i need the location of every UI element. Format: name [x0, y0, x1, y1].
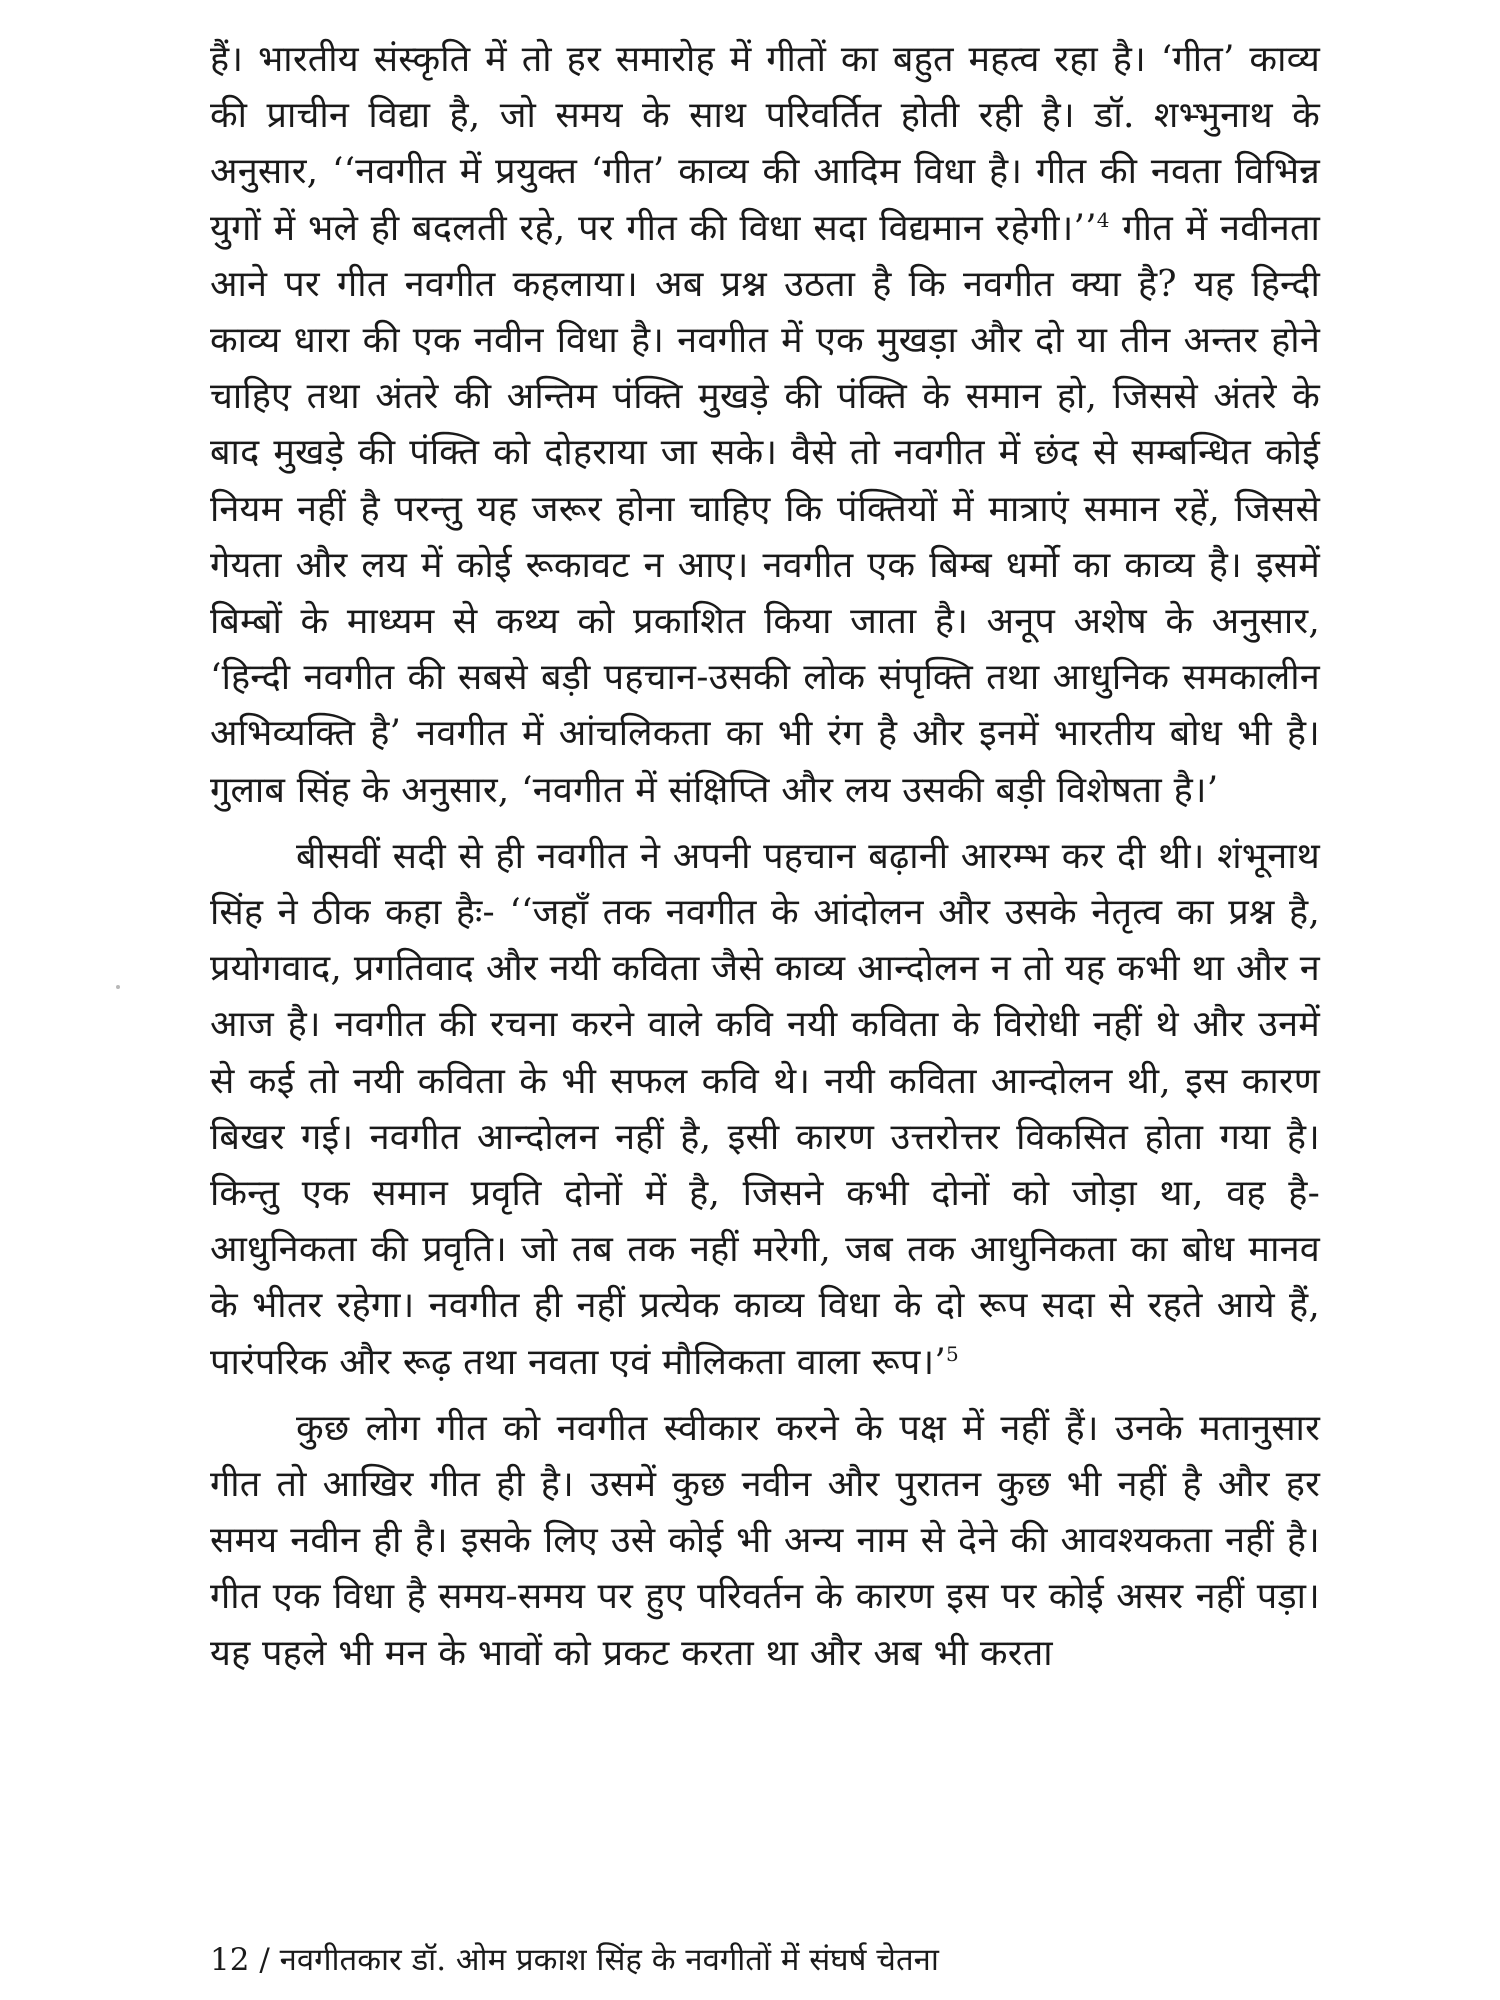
page-footer: [210, 1940, 939, 1980]
document-page: [210, 32, 1320, 1682]
paragraph-3-text: कुछ लोग गीत को नवगीत स्वीकार करने के पक्ष में नहीं हैं। उनके मतानुसार गीत तो आखिर गीत ही है। उसमें कुछ नवीन और पुरातन कुछ भी नहीं है और हर समय नवीन ही है। इसके लिए उसे कोई भी अन्य नाम से देने की आवश्यकता नहीं है। गीत एक विधा है समय-समय पर हुए परिवर्तन के कारण इस पर कोई असर नहीं पड़ा। यह पहले भी मन के भावों को प्रकट करता था और अब भी करता: [210, 1407, 1320, 1674]
paragraph-2-text: बीसवीं सदी से ही नवगीत ने अपनी पहचान बढ़ानी आरम्भ कर दी थी। शंभूनाथ सिंह ने ठीक कहा हैः- ‘‘जहाँ तक नवगीत के आंदोलन और उसके नेतृत्व का प्रश्न है, प्रयोगवाद, प्रगतिवाद और नयी कविता जैसे काव्य आन्दोलन न तो यह कभी था और न आज है। नवगीत की रचना करने वाले कवि नयी कविता के विरोधी नहीं थे और उनमें से कई तो नयी कविता के भी सफल कवि थे। नयी कविता आन्दोलन थी, इस कारण बिखर गई। नवगीत आन्दोलन नहीं है, इसी कारण उत्तरोत्तर विकसित होता गया है। किन्तु एक समान प्रवृति दोनों में है, जिसने कभी दोनों को जोड़ा था, वह है- आधुनिकता की प्रवृति। जो तब तक नहीं मरेगी, जब तक आधुनिकता का बोध मानव के भीतर रहेगा। नवगीत ही नहीं प्रत्येक काव्य विधा के दो रूप सदा से रहते आये हैं, पारंपरिक और रूढ़ तथा नवता एवं मौलिकता वाला रूप।’: [210, 835, 1320, 1383]
paragraph-1-text-continued: गीत में नवीनता आने पर गीत नवगीत कहलाया। अब प्रश्न उठता है कि नवगीत क्या है? यह हिन्दी काव्य धारा की एक नवीन विधा है। नवगीत में एक मुखड़ा और दो या तीन अन्तर होने चाहिए तथा अंतरे की अन्तिम पंक्ति मुखड़े की पंक्ति के समान हो, जिससे अंतरे के बाद मुखड़े की पंक्ति को दोहराया जा सके। वैसे तो नवगीत में छंद से सम्बन्धित कोई नियम नहीं है परन्तु यह जरूर होना चाहिए कि पंक्तियों में मात्राएं समान रहें, जिससे गेयता और लय में कोई रूकावट न आए। नवगीत एक बिम्ब धर्मो का काव्य है। इसमें बिम्बों के माध्यम से कथ्य को प्रकाशित किया जाता है। अनूप अशेष के अनुसार, ‘हिन्दी नवगीत की सबसे बड़ी पहचान-उसकी लोक संपृक्ति तथा आधुनिक समकालीन अभिव्यक्ति है’ नवगीत में आंचलिकता का भी रंग है और इनमें भारतीय बोध भी है। गुलाब सिंह के अनुसार, ‘नवगीत में संक्षिप्ति और लय उसकी बड़ी विशेषता है।’: [210, 207, 1320, 811]
paragraph-1: [210, 32, 1320, 819]
book-title: नवगीतकार डॉ. ओम प्रकाश सिंह के नवगीतों में संघर्ष चेतना: [279, 1942, 939, 1978]
footnote-marker-5: 5: [946, 1341, 959, 1366]
page-number: 12: [210, 1942, 250, 1978]
paragraph-3: [210, 1401, 1320, 1682]
footnote-marker-4: 4: [1096, 207, 1110, 232]
paragraph-1-text: हैं। भारतीय संस्कृति में तो हर समारोह में गीतों का बहुत महत्व रहा है। ‘गीत’ काव्य की प्राचीन विद्या है, जो समय के साथ परिवर्तित होती रही है। डॉ. शभ्भुनाथ के अनुसार, ‘‘नवगीत में प्रयुक्त ‘गीत’ काव्य की आदिम विधा है। गीत की नवता विभिन्न युगों में भले ही बदलती रहे, पर गीत की विधा सदा विद्यमान रहेगी।’’: [210, 39, 1320, 249]
scan-speck: [116, 985, 120, 989]
paragraph-2: [210, 829, 1320, 1391]
footer-separator: /: [259, 1942, 270, 1978]
